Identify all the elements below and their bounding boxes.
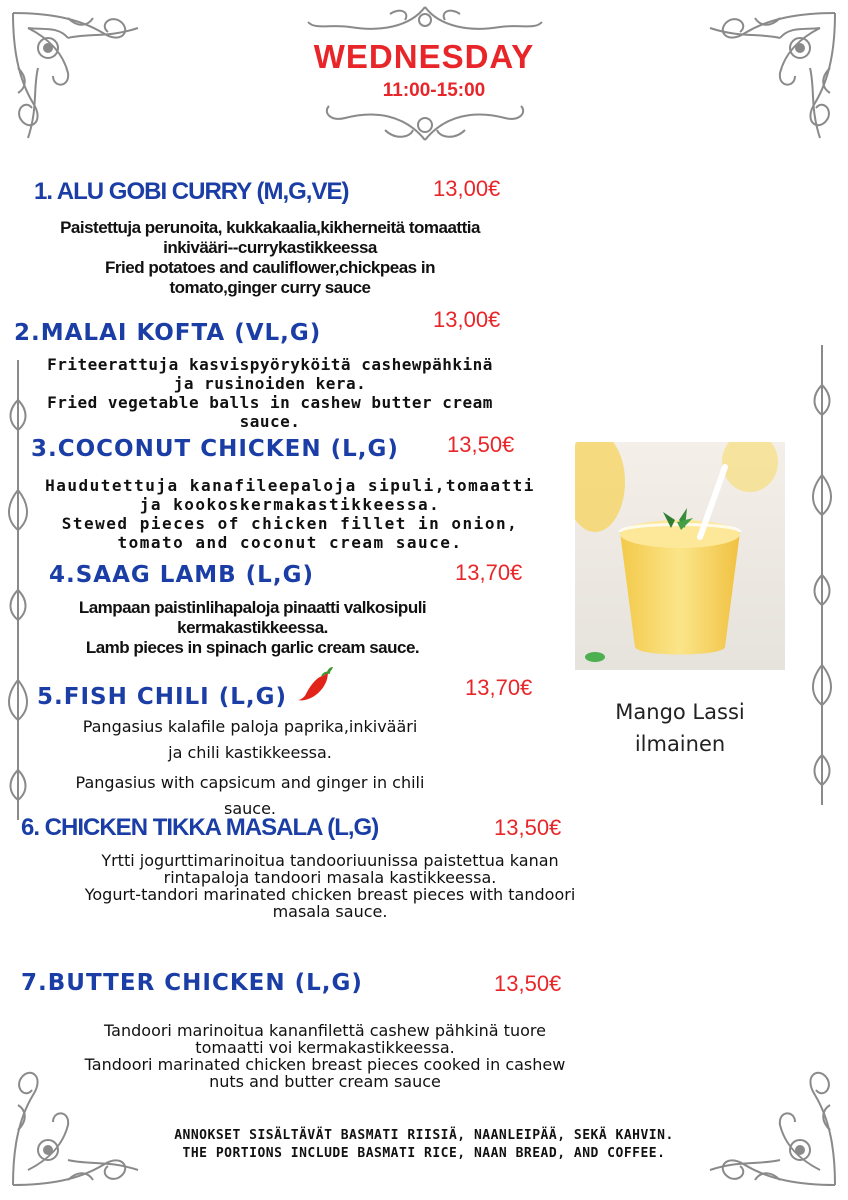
dish-3-price: 13,50€	[447, 432, 515, 457]
ornament-side-right	[810, 345, 834, 805]
dish-1-title: 1. ALU GOBI CURRY (M,G,VE)	[34, 178, 349, 205]
dish-2-price: 13,00€	[433, 307, 501, 332]
dish-3-title: 3.COCONUT CHICKEN (L,G)	[31, 436, 399, 462]
dish-7-title: 7.BUTTER CHICKEN (L,G)	[21, 970, 363, 996]
ornament-corner-bottom-right	[700, 1040, 840, 1190]
dish-5-description: Pangasius kalafile paloja paprika,inkivääri ja chili kastikkeessa. Pangasius with capsicum and ginger in chili sauce.	[75, 717, 425, 818]
dish-7-price: 13,50€	[494, 971, 562, 996]
dish-2-description: Friteerattuja kasvispyöryköitä cashewpähkinä ja rusinoiden kera. Fried vegetable balls in cashew butter cream sauce.	[47, 355, 493, 431]
menu-hours: 11:00-15:00	[382, 80, 486, 101]
dish-1-price: 13,00€	[433, 176, 501, 201]
dish-1-description: Paistettuja perunoita, kukkakaalia,kikherneitä tomaattia inkivääri--currykastikkeessa Fried potatoes and cauliflower,chickpeas in tomato,ginger curry sauce	[60, 218, 480, 297]
dish-5-title: 5.FISH CHILI (L,G)	[37, 684, 288, 710]
dish-2-title: 2.MALAI KOFTA (VL,G)	[14, 320, 322, 346]
mango-lassi-photo	[575, 442, 785, 670]
dish-5-price: 13,70€	[465, 675, 533, 700]
dish-3-description: Haudutettuja kanafileepaloja sipuli,tomaatti ja kookoskermakastikkeessa. Stewed pieces of chicken fillet in onion, tomato and coconut cream sauce.	[45, 476, 535, 552]
dish-4-title: 4.SAAG LAMB (L,G)	[49, 562, 314, 588]
dish-7-description: Tandoori marinoitua kananfilettä cashew pähkinä tuore tomaatti voi kermakastikkeessa. Tandoori marinated chicken breast pieces cooked in cashew nuts and butter cream sauce	[84, 1021, 566, 1091]
menu-footer-note: ANNOKSET SISÄLTÄVÄT BASMATI RIISIÄ, NAANLEIPÄÄ, SEKÄ KAHVIN. THE PORTIONS INCLUDE BASMATI RICE, NAAN BREAD, AND COFFEE.	[174, 1128, 674, 1161]
dish-4-description: Lampaan paistinlihapaloja pinaatti valkosipuli kermakastikkeessa. Lamb pieces in spinach garlic cream sauce.	[78, 598, 427, 657]
menu-day-title: WEDNESDAY	[313, 38, 535, 75]
dish-6-price: 13,50€	[494, 815, 562, 840]
ornament-header-top	[300, 2, 550, 42]
chili-pepper-icon	[296, 664, 336, 704]
dish-4-price: 13,70€	[455, 560, 523, 585]
ornament-header-bottom	[315, 100, 535, 150]
mango-lassi-caption: Mango Lassi ilmainen	[615, 700, 745, 756]
dish-6-description: Yrtti jogurttimarinoitua tandooriuunissa paistettua kanan rintapaloja tandoori masala kastikkeessa. Yogurt-tandori marinated chicken breast pieces with tandoori masala sauce.	[84, 851, 576, 921]
dish-6-title: 6. CHICKEN TIKKA MASALA (L,G)	[21, 814, 379, 841]
